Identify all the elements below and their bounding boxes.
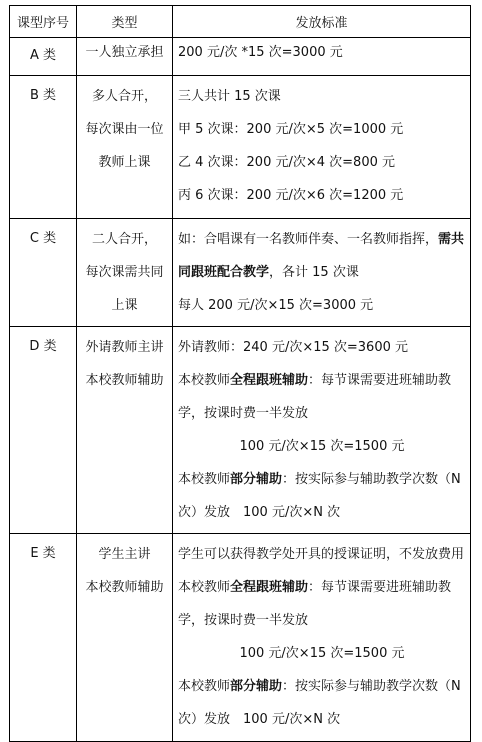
standard-line: 每人 200 元/次×15 次=3000 元 bbox=[178, 298, 374, 313]
standard-line: 乙 4 次课：200 元/次×4 次=800 元 bbox=[178, 155, 395, 170]
table-row-c bbox=[10, 219, 471, 327]
header-type: 类型 bbox=[77, 6, 173, 38]
type-cell bbox=[77, 76, 173, 219]
type-line: 学生主讲 bbox=[98, 547, 151, 562]
table-row-b bbox=[10, 76, 471, 219]
standard-line: 甲 5 次课：200 元/次×5 次=1000 元 bbox=[178, 122, 404, 137]
standard-paragraph bbox=[178, 463, 466, 529]
standard-text: ：按实际参与辅助教学次数（N 次）发放 100 元/次×N 次 bbox=[178, 679, 461, 727]
standard-line: 三人共计 15 次课 bbox=[178, 89, 281, 104]
emphasis-text: 部分辅助 bbox=[230, 472, 283, 487]
type-line: 多人合开， bbox=[91, 89, 157, 104]
standard-cell bbox=[173, 534, 471, 742]
standard-line: 学生可以获得教学处开具的授课证明，不发放费用 bbox=[178, 547, 465, 562]
standard-cell bbox=[173, 76, 471, 219]
standard-text: 本校教师 bbox=[178, 679, 231, 694]
category-cell: B 类 bbox=[10, 76, 77, 219]
standard-paragraph bbox=[178, 364, 466, 430]
type-cell bbox=[77, 327, 173, 534]
table-row-a bbox=[10, 38, 471, 76]
type-line: 外请教师主讲 bbox=[85, 340, 164, 355]
standard-line-centered: 100 元/次×15 次=1500 元 bbox=[239, 439, 405, 454]
standard-text: ：每节课需要进班辅助教学，按课时费一半发放 bbox=[178, 373, 452, 421]
standard-line: 丙 6 次课：200 元/次×6 次=1200 元 bbox=[178, 188, 404, 203]
category-cell: E 类 bbox=[10, 534, 77, 742]
emphasis-text: 需共同跟班配合教学 bbox=[178, 232, 465, 280]
table-row-e bbox=[10, 534, 471, 742]
type-line: 本校教师辅助 bbox=[85, 580, 164, 595]
standard-text: 本校教师 bbox=[178, 580, 231, 595]
standard-text: 本校教师 bbox=[178, 472, 231, 487]
standard-paragraph bbox=[178, 670, 466, 736]
category-cell: C 类 bbox=[10, 219, 77, 327]
table-header-row bbox=[10, 6, 471, 38]
standard-text: ，各计 15 次课 bbox=[269, 265, 359, 280]
standard-text: 本校教师 bbox=[178, 373, 231, 388]
header-standard: 发放标准 bbox=[173, 6, 471, 38]
payment-standard-table bbox=[9, 5, 471, 742]
standard-cell bbox=[173, 219, 471, 327]
table-row-d bbox=[10, 327, 471, 534]
type-line: 一人独立承担 bbox=[85, 45, 164, 60]
standard-line: 外请教师：240 元/次×15 次=3600 元 bbox=[178, 340, 409, 355]
standard-cell bbox=[173, 38, 471, 76]
standard-text: ：按实际参与辅助教学次数（N 次）发放 100 元/次×N 次 bbox=[178, 472, 461, 520]
type-line: 本校教师辅助 bbox=[85, 373, 164, 388]
type-line: 二人合开， bbox=[91, 232, 157, 247]
emphasis-text: 全程跟班辅助 bbox=[230, 580, 309, 595]
category-cell: D 类 bbox=[10, 327, 77, 534]
standard-line: 200 元/次 *15 次=3000 元 bbox=[178, 45, 343, 60]
type-line: 每次课由一位 bbox=[85, 122, 164, 137]
type-line: 上课 bbox=[111, 298, 138, 313]
type-line: 每次课需共同 bbox=[85, 265, 164, 280]
standard-line-centered: 100 元/次×15 次=1500 元 bbox=[239, 646, 405, 661]
standard-paragraph bbox=[178, 571, 466, 637]
emphasis-text: 全程跟班辅助 bbox=[230, 373, 309, 388]
standard-text: ：每节课需要进班辅助教学，按课时费一半发放 bbox=[178, 580, 452, 628]
type-line: 教师上课 bbox=[98, 155, 151, 170]
standard-paragraph bbox=[178, 223, 466, 289]
type-cell bbox=[77, 38, 173, 76]
standard-text: 如：合唱课有一名教师伴奏、一名教师指挥， bbox=[178, 232, 439, 247]
category-cell: A 类 bbox=[10, 38, 77, 76]
standard-cell bbox=[173, 327, 471, 534]
type-cell bbox=[77, 219, 173, 327]
type-cell bbox=[77, 534, 173, 742]
emphasis-text: 部分辅助 bbox=[230, 679, 283, 694]
header-course-number: 课型序号 bbox=[10, 6, 77, 38]
